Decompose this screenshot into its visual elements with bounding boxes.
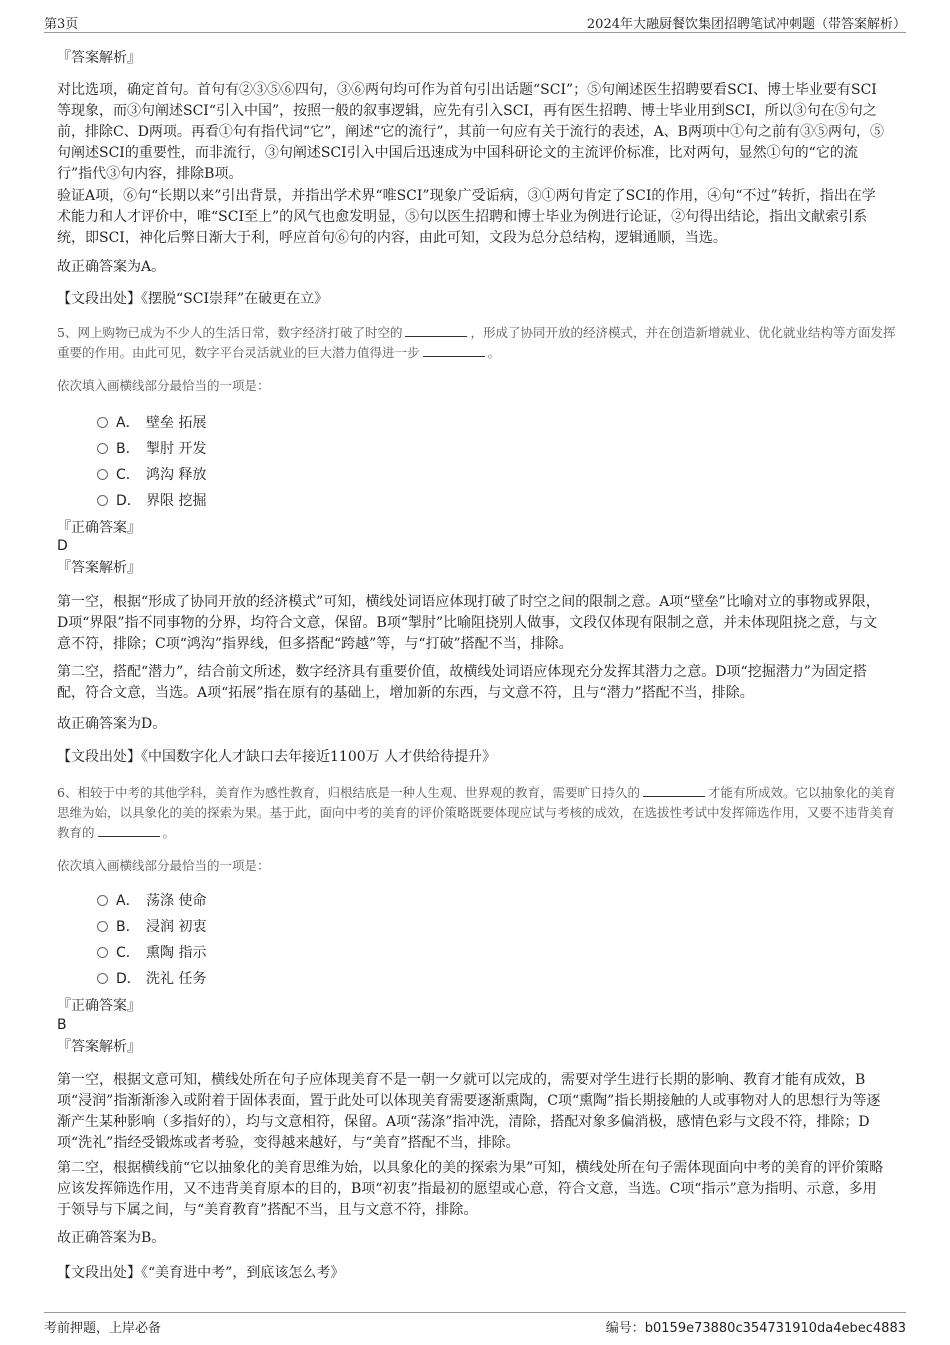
blank-line [423, 344, 485, 357]
radio-icon[interactable] [97, 443, 108, 454]
question-6-prompt: 依次填入画横线部分最恰当的一项是： [57, 858, 270, 873]
radio-icon[interactable] [97, 947, 108, 958]
radio-icon[interactable] [97, 921, 108, 932]
blank-line [98, 824, 160, 837]
question-5-text: 5、网上购物已成为不少人的生活日常，数字经济打破了时空的 ，形成了协同开放的经济模式，并在创造新增就业、优化就业结构等方面发挥重要的作用。由此可见，数字平台灵活就业的巨大潜力值得进一步 。 [57, 325, 896, 360]
q6-option-c[interactable]: C． 熏陶 指示 [97, 942, 206, 964]
document-title: 2024年大融厨餐饮集团招聘笔试冲刺题（带答案解析） [586, 17, 906, 32]
analysis-title: 『答案解析』 [57, 560, 141, 576]
source: 【文段出处】《中国数字化人才缺口去年接近1100万 人才供给待提升》 [57, 749, 497, 765]
source: 【文段出处】《“美育进中考”，到底该怎么考》 [57, 1265, 345, 1281]
q6-option-b[interactable]: B． 浸润 初衷 [97, 916, 206, 938]
source: 【文段出处】《摆脱“SCI崇拜”在破更在立》 [57, 291, 329, 307]
page-header [44, 10, 906, 33]
analysis-paragraph: 验证A项，⑥句“长期以来”引出背景，并指出学术界“唯SCI”现象广受诟病，③①两句肯定了SCI的作用，④句“不过”转折，指出在学术能力和人才评价中，唯“SCI至上”的风气也愈发明显，⑤句以医生招聘和博士毕业为例进行论证，②句得出结论，指出文献索引系统，即SCI，神化后弊日渐大于利，呼应首句⑥句的内容，由此可知，文段为总分总结构，逻辑通顺，当选。 [57, 188, 876, 246]
radio-icon[interactable] [97, 469, 108, 480]
page-number: 第3页 [44, 17, 79, 32]
q5-option-d[interactable]: D． 界限 挖掘 [97, 490, 206, 512]
radio-icon[interactable] [97, 973, 108, 984]
analysis-paragraph: 第二空，搭配“潜力”，结合前文所述，数字经济具有重要价值，故横线处词语应体现充分发挥其潜力之意。D项“挖掘潜力”为固定搭配，符合文意，当选。A项“拓展”指在原有的基础上，增加新的东西，与文意不符，且与“潜力”搭配不当，排除。 [57, 664, 867, 701]
blank-line [405, 324, 467, 337]
q5-option-c[interactable]: C． 鸿沟 释放 [97, 464, 206, 486]
question-5-prompt: 依次填入画横线部分最恰当的一项是： [57, 378, 270, 393]
answer-title: 『正确答案』 [57, 998, 141, 1014]
question-6-text: 6、相较于中考的其他学科，美育作为感性教育，归根结底是一种人生观、世界观的教育，需要旷日持久的 才能有所成效。它以抽象化的美育思维为始，以具象化的美的探索为果。基于此，面向中考的美育的评价策略既要体现应试与考核的成效，在选拔性考试中发挥筛选作用，又要不违背美育教育的 。 [57, 785, 896, 840]
q6-option-a[interactable]: A． 荡涤 使命 [97, 890, 206, 912]
q6-option-d[interactable]: D． 洗礼 任务 [97, 968, 206, 990]
analysis-title: 『答案解析』 [57, 50, 141, 66]
q5-option-a[interactable]: A． 壁垒 拓展 [97, 412, 206, 434]
correct-answer: D [57, 538, 68, 554]
analysis-paragraph: 第一空，根据文意可知，横线处所在句子应体现美育不是一朝一夕就可以完成的，需要对学生进行长期的影响、教育才能有成效，B项“浸润”指渐渐渗入或附着于固体表面，置于此处可以体现美育需要逐渐熏陶，C项“熏陶”指长期接触的人或事物对人的思想行为等逐渐产生某种影响（多指好的），均与文意相符，保留。A项“荡涤”指冲洗，清除，搭配对象多偏消极，感情色彩与文段不符，排除；D项“洗礼”指经受锻炼或者考验，变得越来越好，与“美育”搭配不当，排除。 [57, 1072, 881, 1151]
q5-option-b[interactable]: B． 掣肘 开发 [97, 438, 206, 460]
analysis-paragraph: 第一空，根据“形成了协同开放的经济模式”可知，横线处词语应体现打破了时空之间的限制之意。A项“壁垒”比喻对立的事物或界限，D项“界限”指不同事物的分界，均符合文意，保留。B项“掣肘”比喻阻挠别人做事，文段仅体现有限制之意，并未体现阻挠之意，与文意不符，排除；C项“鸿沟”指界线，但多搭配“跨越”等，与“打破”搭配不当，排除。 [57, 594, 880, 652]
blank-line [643, 784, 705, 797]
analysis-title: 『答案解析』 [57, 1039, 141, 1055]
analysis-paragraph: 第二空，根据横线前“它以抽象化的美育思维为始，以具象化的美的探索为果”可知，横线处所在句子需体现面向中考的美育的评价策略应该发挥筛选作用，又不违背美育原本的目的，B项“初衷”指最初的愿望或心意，符合文意，当选。C项“指示”意为指明、示意，多用于领导与下属之间，与“美育教育”搭配不当，且与文意不符，排除。 [57, 1160, 884, 1218]
radio-icon[interactable] [97, 417, 108, 428]
correct-answer: B [57, 1017, 67, 1033]
footer-slogan: 考前押题，上岸必备 [44, 1321, 162, 1336]
page-footer [44, 1312, 906, 1337]
document-code: 编号：b0159e73880c354731910da4ebec4883 [605, 1321, 906, 1336]
conclusion: 故正确答案为A。 [57, 259, 166, 275]
conclusion: 故正确答案为D。 [57, 716, 167, 732]
analysis-paragraph: 对比选项，确定首句。首句有②③⑤⑥四句，③⑥两句均可作为首句引出话题“SCI”；⑤句阐述医生招聘要看SCI、博士毕业要有SCI等现象，而③句阐述SCI“引入中国”，按照一般的叙事逻辑，应先有引入SCI，再有医生招聘、博士毕业用到SCI，所以③句在⑤句之前，排除C、D两项。再看①句有指代词“它”，阐述“它的流行”，其前一句应有关于流行的表述，A、B两项中①句之前有③⑤两句，⑤句阐述SCI的重要性，而非流行，③句阐述SCI引入中国后迅速成为中国科研论文的主流评价标准，比对两句，显然①句的“它的流行”指代③句内容，排除B项。 [57, 82, 884, 182]
radio-icon[interactable] [97, 895, 108, 906]
answer-title: 『正确答案』 [57, 520, 141, 536]
conclusion: 故正确答案为B。 [57, 1230, 166, 1246]
radio-icon[interactable] [97, 495, 108, 506]
